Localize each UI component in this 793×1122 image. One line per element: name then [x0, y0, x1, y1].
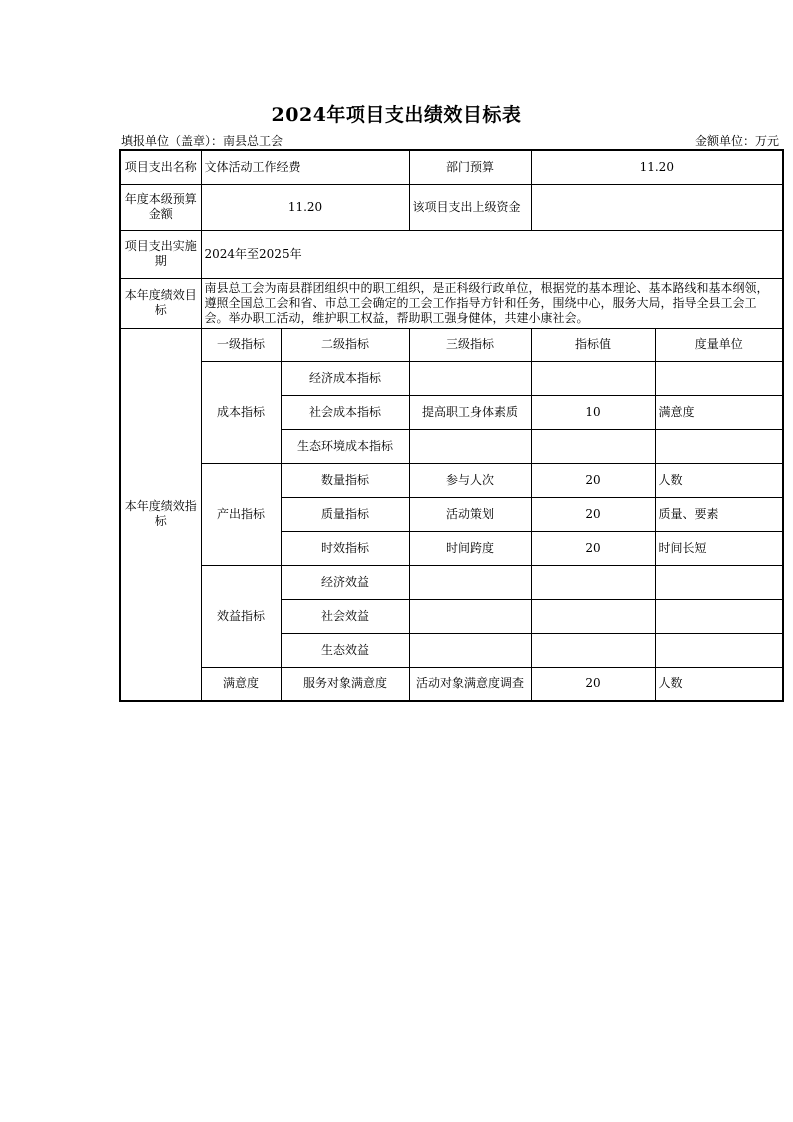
level3-cell — [409, 599, 531, 633]
level3-cell: 参与人次 — [409, 463, 531, 497]
level2-cell: 质量指标 — [281, 497, 409, 531]
unit-cell — [655, 361, 783, 395]
level2-cell: 时效指标 — [281, 531, 409, 565]
unit-cell: 人数 — [655, 667, 783, 701]
annual-budget-label: 年度本级预算金额 — [120, 184, 201, 230]
value-cell — [531, 361, 655, 395]
unit-cell — [655, 565, 783, 599]
header-unit: 度量单位 — [655, 328, 783, 361]
level2-cell: 社会成本指标 — [281, 395, 409, 429]
amount-unit: 金额单位：万元 — [694, 134, 779, 148]
level1-benefit: 效益指标 — [201, 565, 281, 667]
goal-label: 本年度绩效目标 — [120, 278, 201, 328]
level3-cell: 活动策划 — [409, 497, 531, 531]
dept-budget-value: 11.20 — [531, 150, 783, 184]
value-cell: 20 — [531, 667, 655, 701]
unit-cell — [655, 429, 783, 463]
annual-budget-value: 11.20 — [201, 184, 409, 230]
level2-cell: 生态环境成本指标 — [281, 429, 409, 463]
level3-cell — [409, 429, 531, 463]
level3-cell: 活动对象满意度调查 — [409, 667, 531, 701]
level2-cell: 社会效益 — [281, 599, 409, 633]
upper-funds-value — [531, 184, 783, 230]
dept-budget-label: 部门预算 — [409, 150, 531, 184]
header-level1: 一级指标 — [201, 328, 281, 361]
level3-cell — [409, 565, 531, 599]
level1-satisfaction: 满意度 — [201, 667, 281, 701]
filler-unit: 填报单位（盖章）：南县总工会 — [121, 134, 284, 148]
unit-cell: 质量、要素 — [655, 497, 783, 531]
value-cell: 20 — [531, 497, 655, 531]
unit-cell — [655, 633, 783, 667]
header-level2: 二级指标 — [281, 328, 409, 361]
header-level3: 三级指标 — [409, 328, 531, 361]
level2-cell: 经济效益 — [281, 565, 409, 599]
period-label: 项目支出实施期 — [120, 230, 201, 278]
performance-table — [119, 149, 784, 702]
value-cell: 10 — [531, 395, 655, 429]
level2-cell: 数量指标 — [281, 463, 409, 497]
level1-cost: 成本指标 — [201, 361, 281, 463]
header-value: 指标值 — [531, 328, 655, 361]
unit-cell — [655, 599, 783, 633]
level2-cell: 经济成本指标 — [281, 361, 409, 395]
level3-cell: 时间跨度 — [409, 531, 531, 565]
project-name-label: 项目支出名称 — [120, 150, 201, 184]
value-cell — [531, 429, 655, 463]
period-value: 2024年至2025年 — [201, 230, 783, 278]
value-cell — [531, 633, 655, 667]
unit-cell: 满意度 — [655, 395, 783, 429]
value-cell — [531, 565, 655, 599]
level3-cell — [409, 633, 531, 667]
document-title: 2024年项目支出绩效目标表 — [271, 104, 522, 126]
level3-cell: 提高职工身体素质 — [409, 395, 531, 429]
value-cell: 20 — [531, 531, 655, 565]
value-cell: 20 — [531, 463, 655, 497]
project-name-value: 文体活动工作经费 — [201, 150, 409, 184]
level3-cell — [409, 361, 531, 395]
unit-cell: 时间长短 — [655, 531, 783, 565]
value-cell — [531, 599, 655, 633]
level2-cell: 服务对象满意度 — [281, 667, 409, 701]
upper-funds-label: 该项目支出上级资金 — [409, 184, 531, 230]
level1-output: 产出指标 — [201, 463, 281, 565]
goal-value: 南县总工会为南县群团组织中的职工组织，是正科级行政单位，根据党的基本理论、基本路线和基本纲领，遵照全国总工会和省、市总工会确定的工会工作指导方针和任务，围绕中心，服务大局，指导全县工会工会。举办职工活动，维护职工权益，帮助职工强身健体，共建小康社会。 — [201, 278, 783, 328]
unit-cell: 人数 — [655, 463, 783, 497]
level2-cell: 生态效益 — [281, 633, 409, 667]
indicators-section-label: 本年度绩效指标 — [120, 328, 201, 701]
